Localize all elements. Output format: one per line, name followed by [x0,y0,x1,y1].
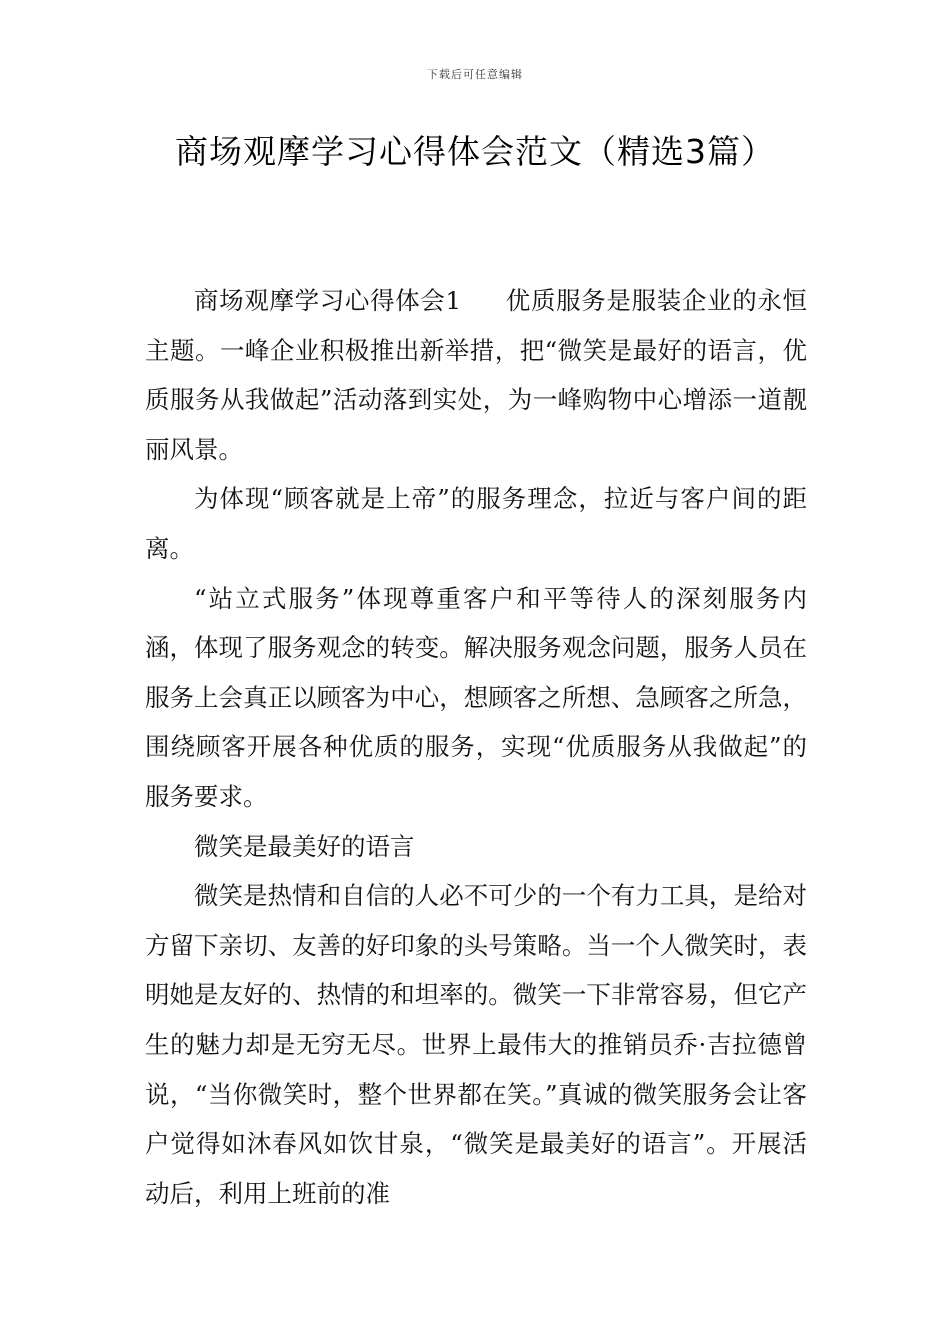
paragraph-5: 微笑是热情和自信的人必不可少的一个有力工具，是给对方留下亲切、友善的好印象的头号策略。当一个人微笑时，表明她是友好的、热情的和坦率的。微笑一下非常容易，但它产生的魅力却是无穷无尽。世界上最伟大的推销员乔·吉拉德曾说，“当你微笑时，整个世界都在笑。”真诚的微笑服务会让客户觉得如沐春风如饮甘泉，“微笑是最美好的语言”。开展活动后，利用上班前的准 [145,881,807,1208]
paragraph-1-text: 优质服务是服装企业的永恒主题。一峰企业积极推出新举措，把“微笑是最好的语言，优质服务从我做起”活动落到实处，为一峰购物中心增添一道靓丽风景。 [145,286,807,464]
paragraph-1 [145,276,807,474]
document-title: 商场观摩学习心得体会范文（精选3篇） [175,132,775,171]
paragraph-3: “站立式服务”体现尊重客户和平等待人的深刻服务内涵，体现了服务观念的转变。解决服务观念问题，服务人员在服务上会真正以顾客为中心，想顾客之所想、急顾客之所急，围绕顾客开展各种优质的服务，实现“优质服务从我做起”的服务要求。 [145,583,807,811]
paragraph-2: 为体现“顾客就是上帝”的服务理念，拉近与客户间的距离。 [145,484,807,563]
paragraph-4-subheading: 微笑是最美好的语言 [194,831,415,861]
document-body [145,276,807,1218]
section-heading: 商场观摩学习心得体会1 [194,286,462,315]
header-note: 下载后可任意编辑 [427,68,523,81]
